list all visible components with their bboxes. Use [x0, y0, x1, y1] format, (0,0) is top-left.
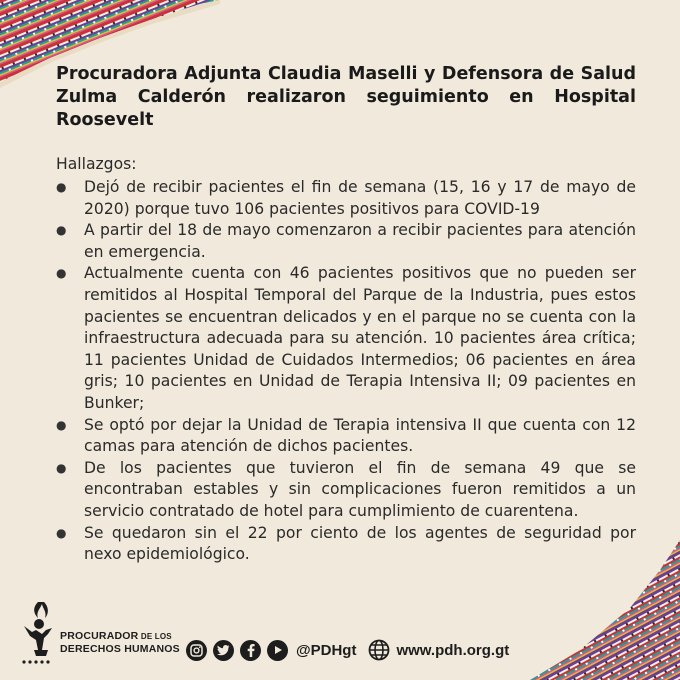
- finding-item: ● Se quedaron sin el 22 por ciento de los agentes de seguridad por nexo epidemiológico.: [56, 523, 636, 566]
- facebook-icon[interactable]: [240, 640, 261, 661]
- findings-list: [56, 177, 636, 566]
- instagram-icon[interactable]: [186, 640, 207, 661]
- logo-text: [60, 630, 180, 655]
- page-title: Procuradora Adjunta Claudia Maselli y Defensora de Salud Zulma Calderón realizaron seguimiento en Hospital Roosevelt: [56, 64, 636, 130]
- finding-item: ● Se optó por dejar la Unidad de Terapia intensiva II que cuenta con 12 camas para atención de dichos pacientes.: [56, 415, 636, 458]
- globe-icon: [368, 639, 390, 661]
- finding-item: ● Actualmente cuenta con 46 pacientes positivos que no pueden ser remitidos al Hospital Temporal del Parque de la Industria, pues estos pacientes se encuentran delicados y en el parque no se cuenta con la infraestructura adecuada para su atención. 10 pacientes área crítica; 11 pacientes Unidad de Cuidados Intermedios; 06 pacientes en área gris; 10 pacientes en Unidad de Terapia Intensiva II; 09 pacientes en Bunker;: [56, 263, 636, 414]
- finding-item: ● A partir del 18 de mayo comenzaron a recibir pacientes para atención en emergencia.: [56, 220, 636, 263]
- logo-text-line1: PROCURADOR: [60, 630, 139, 642]
- pdh-logo-icon: [18, 600, 64, 666]
- social-handle[interactable]: @PDHgt: [296, 641, 357, 659]
- twitter-icon[interactable]: [213, 640, 234, 661]
- youtube-icon[interactable]: [267, 640, 288, 661]
- finding-item: ● De los pacientes que tuvieron el fin de semana 49 que se encontraban estables y sin complicaciones fueron remitidos a un servicio contratado de hotel para cumplimiento de cuarentena.: [56, 458, 636, 523]
- website-link[interactable]: www.pdh.org.gt: [396, 641, 510, 659]
- findings-heading: Hallazgos:: [56, 155, 137, 173]
- logo-text-line1-suffix: DE LOS: [138, 632, 172, 641]
- finding-item: ● Dejó de recibir pacientes el fin de semana (15, 16 y 17 de mayo de 2020) porque tuvo 106 pacientes positivos para COVID-19: [56, 177, 636, 220]
- logo-text-line2: DERECHOS HUMANOS: [60, 643, 180, 655]
- footer: [18, 600, 538, 670]
- social-links: [186, 638, 509, 662]
- main-content: [56, 63, 636, 566]
